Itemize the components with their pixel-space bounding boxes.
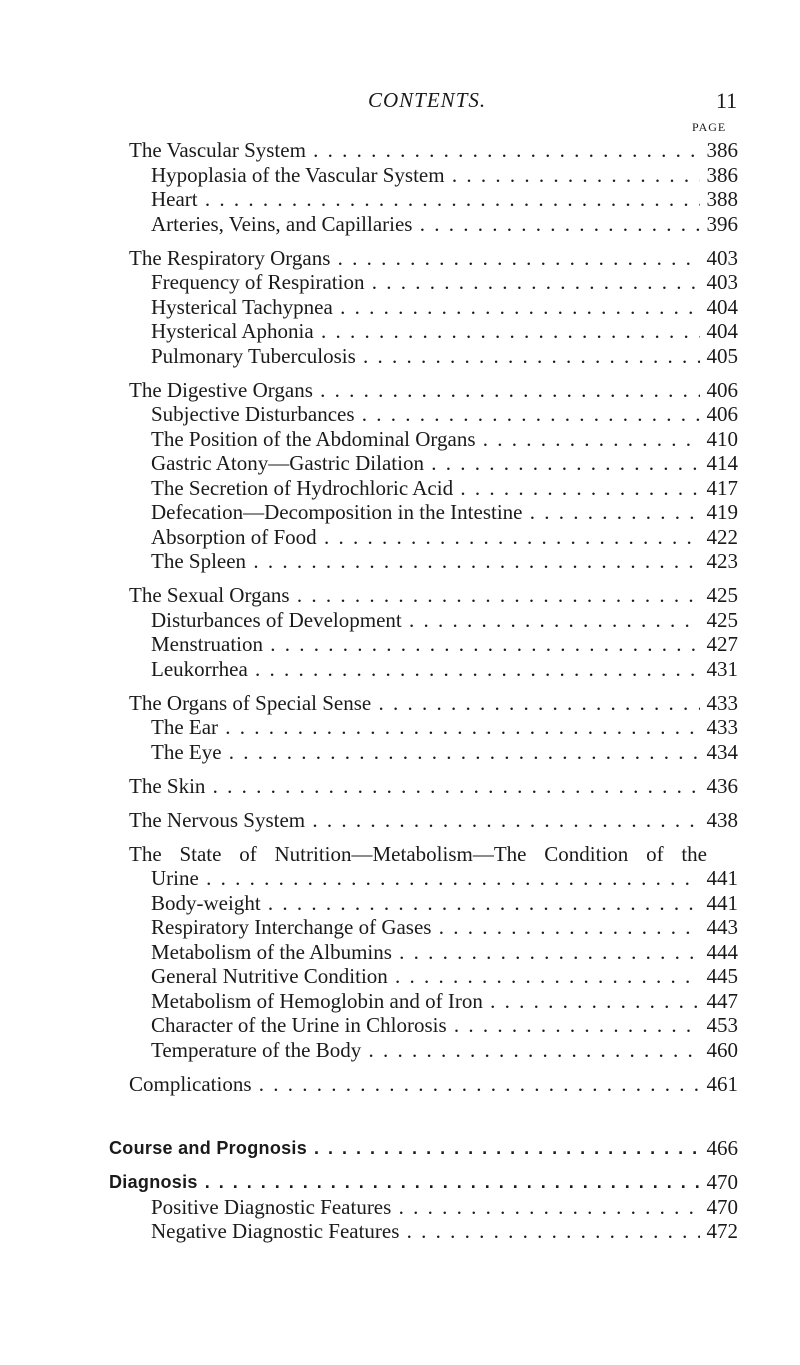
toc-entry-special-sense[interactable]: The Organs of Special Sense . . . 433 — [0, 691, 800, 716]
toc-subentry[interactable]: Hysterical Aphonia . . . 404 — [0, 319, 800, 344]
toc-subentry[interactable]: Body-weight . . . 441 — [0, 891, 800, 916]
toc-subentry[interactable]: Subjective Disturbances . . . 406 — [0, 402, 800, 427]
running-title: CONTENTS. — [368, 88, 487, 112]
toc-subentry[interactable]: Leukorrhea . . . 431 — [0, 657, 800, 682]
justified-heading: The State of Nutrition—Metabolism—The Condition of the — [129, 841, 707, 866]
toc-subentry[interactable]: Metabolism of Hemoglobin and of Iron . . . 447 — [0, 989, 800, 1014]
toc-subentry[interactable]: The Secretion of Hydrochloric Acid . . . 417 — [0, 476, 800, 501]
toc-subentry[interactable]: Disturbances of Development . . . 425 — [0, 608, 800, 633]
toc-subentry[interactable]: Positive Diagnostic Features . . . 470 — [0, 1195, 800, 1220]
toc-entry-digestive-organs[interactable]: The Digestive Organs . . . 406 — [0, 378, 800, 403]
page-column-label: PAGE — [692, 120, 727, 134]
toc-subentry[interactable]: Temperature of the Body . . . 460 — [0, 1038, 800, 1063]
toc-entry-complications[interactable]: Complications . . . 461 — [0, 1072, 800, 1097]
toc-subentry[interactable]: Pulmonary Tuberculosis . . . 405 — [0, 344, 800, 369]
toc-subentry[interactable]: The Eye . . . 434 — [0, 740, 800, 765]
toc-subentry[interactable]: Gastric Atony—Gastric Dilation . . . 414 — [0, 451, 800, 476]
toc-subentry[interactable]: Absorption of Food . . . 422 — [0, 525, 800, 550]
toc-subentry[interactable]: The Spleen . . . 423 — [0, 549, 800, 574]
toc-subentry[interactable]: Respiratory Interchange of Gases . . . 443 — [0, 915, 800, 940]
toc-entry-nutrition-heading[interactable] — [0, 842, 800, 867]
toc-entry-vascular-system[interactable]: The Vascular System . . . 386 — [0, 138, 800, 163]
toc-subentry[interactable]: The Position of the Abdominal Organs . . . 410 — [0, 427, 800, 452]
toc-entry-diagnosis[interactable]: Diagnosis . . . 470 — [0, 1170, 800, 1195]
toc-subentry[interactable]: Hypoplasia of the Vascular System . . . 386 — [0, 163, 800, 188]
toc-subentry[interactable]: Arteries, Veins, and Capillaries . . . 396 — [0, 212, 800, 237]
page-number: 11 — [716, 88, 738, 113]
toc-entry-nutrition-continued[interactable]: Urine . . . 441 — [0, 866, 800, 891]
toc-subentry[interactable]: Defecation—Decomposition in the Intestine . . . 419 — [0, 500, 800, 525]
toc-entry-skin[interactable]: The Skin . . . 436 — [0, 774, 800, 799]
toc-subentry[interactable]: Hysterical Tachypnea . . . 404 — [0, 295, 800, 320]
toc-subentry[interactable]: Negative Diagnostic Features . . . 472 — [0, 1219, 800, 1244]
toc-subentry[interactable]: General Nutritive Condition . . . 445 — [0, 964, 800, 989]
toc-subentry[interactable]: Frequency of Respiration . . . 403 — [0, 270, 800, 295]
toc-subentry[interactable]: Heart . . . 388 — [0, 187, 800, 212]
running-head — [0, 88, 800, 118]
table-of-contents — [0, 138, 800, 1244]
toc-entry-respiratory-organs[interactable]: The Respiratory Organs . . . 403 — [0, 246, 800, 271]
toc-subentry[interactable]: Character of the Urine in Chlorosis . . . 453 — [0, 1013, 800, 1038]
toc-entry-nervous-system[interactable]: The Nervous System . . . 438 — [0, 808, 800, 833]
toc-subentry[interactable]: Metabolism of the Albumins . . . 444 — [0, 940, 800, 965]
toc-subentry[interactable]: Menstruation . . . 427 — [0, 632, 800, 657]
toc-entry-sexual-organs[interactable]: The Sexual Organs . . . 425 — [0, 583, 800, 608]
toc-subentry[interactable]: The Ear . . . 433 — [0, 715, 800, 740]
toc-entry-course-prognosis[interactable]: Course and Prognosis . . . 466 — [0, 1136, 800, 1161]
